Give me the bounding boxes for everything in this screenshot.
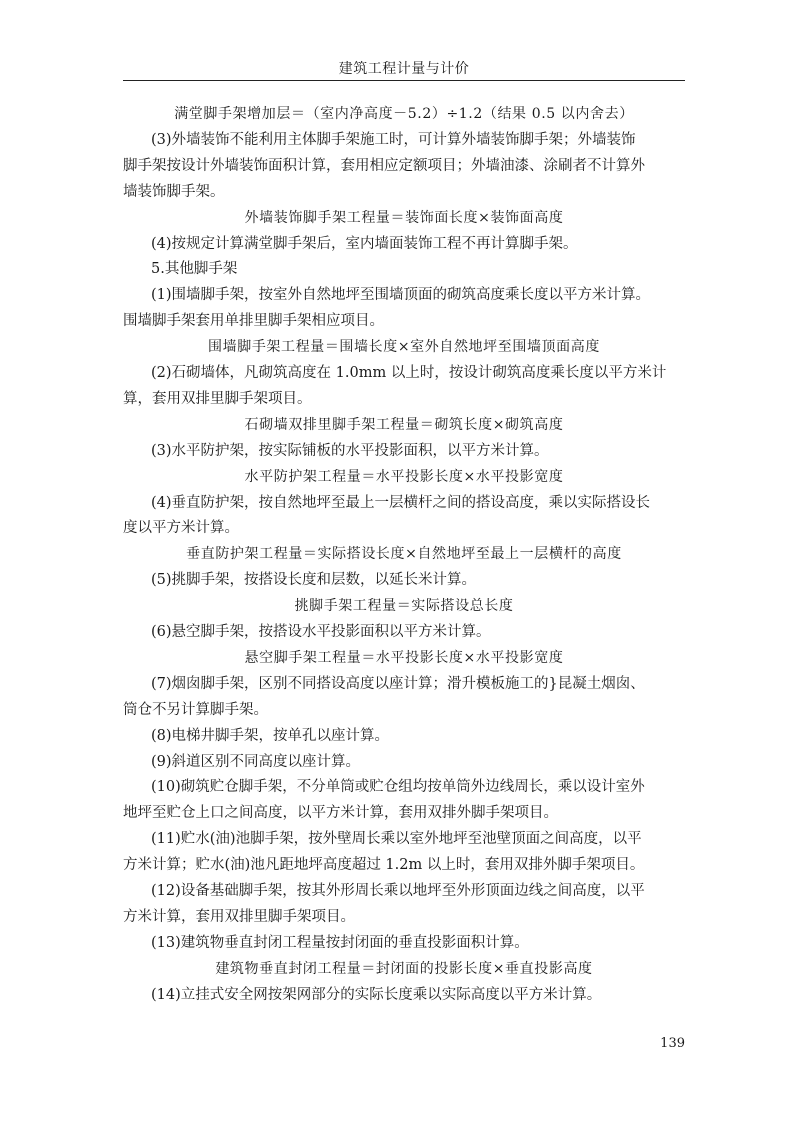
text-line: (7)烟囱脚手架，区别不同搭设高度以座计算；滑升模板施工的}昆凝土烟囱、 bbox=[151, 675, 645, 692]
formula-line: 石砌墙双排里脚手架工程量＝砌筑长度×砌筑高度 bbox=[244, 416, 564, 433]
running-header: 建筑工程计量与计价 bbox=[338, 61, 470, 77]
text-line: (14)立挂式安全网按架网部分的实际长度乘以实际高度以平方米计算。 bbox=[151, 986, 602, 1003]
text-line: (4)垂直防护架，按自然地坪至最上一层横杆之间的搭设高度，乘以实际搭设长 bbox=[151, 494, 651, 511]
formula-line: 悬空脚手架工程量＝水平投影长度×水平投影宽度 bbox=[244, 649, 564, 666]
text-line: (13)建筑物垂直封闭工程量按封闭面的垂直投影面积计算。 bbox=[151, 934, 529, 951]
header-rule bbox=[123, 80, 685, 81]
formula-line: 外墙装饰脚手架工程量＝装饰面长度×装饰面高度 bbox=[244, 209, 564, 226]
text-line: 地坪至贮仓上口之间高度，以平方米计算，套用双排外脚手架项目。 bbox=[123, 805, 558, 822]
text-line: (3)水平防护架，按实际铺板的水平投影面积，以平方米计算。 bbox=[151, 442, 549, 459]
text-line: (5)挑脚手架，按搭设长度和层数，以延长米计算。 bbox=[151, 572, 477, 589]
formula-line: 水平防护架工程量＝水平投影长度×水平投影宽度 bbox=[244, 468, 564, 485]
text-line: (4)按规定计算满堂脚手架后，室内墙面装饰工程不再计算脚手架。 bbox=[151, 235, 578, 252]
text-line: 筒仓不另计算脚手架。 bbox=[123, 701, 268, 718]
page-number: 139 bbox=[660, 1036, 685, 1051]
text-line: 算，套用双排里脚手架项目。 bbox=[123, 390, 312, 407]
text-line: 脚手架按设计外墙装饰面积计算，套用相应定额项目；外墙油漆、涂刷者不计算外 bbox=[123, 157, 645, 174]
formula-line: 垂直防护架工程量＝实际搭设长度×自然地坪至最上一层横杆的高度 bbox=[186, 546, 622, 563]
formula-line: 建筑物垂直封闭工程量＝封闭面的投影长度×垂直投影高度 bbox=[215, 960, 593, 977]
text-line: (3)外墙装饰不能利用主体脚手架施工时，可计算外墙装饰脚手架；外墙装饰 bbox=[151, 131, 636, 148]
text-line: 墙装饰脚手架。 bbox=[123, 183, 225, 200]
text-line: (1)围墙脚手架，按室外自然地坪至围墙顶面的砌筑高度乘长度以平方米计算。 bbox=[151, 287, 651, 304]
formula-line: 满堂脚手架增加层＝（室内净高度－5.2）÷1.2（结果 0.5 以内舍去） bbox=[174, 106, 634, 122]
text-line: (12)设备基础脚手架，按其外形周长乘以地坪至外形顶面边线之间高度，以平 bbox=[151, 883, 645, 899]
text-line: 围墙脚手架套用单排里脚手架相应项目。 bbox=[123, 313, 384, 330]
text-line: (2)石砌墙体，凡砌筑高度在 1.0mm 以上时，按设计砌筑高度乘长度以平方米计 bbox=[151, 365, 667, 381]
text-line: (11)贮水(油)池脚手架，按外壁周长乘以室外地坪至池壁顶面之间高度，以平 bbox=[151, 831, 642, 848]
formula-line: 挑脚手架工程量＝实际搭设总长度 bbox=[294, 598, 514, 615]
text-line: 方米计算；贮水(油)池凡距地坪高度超过 1.2m 以上时，套用双排外脚手架项目。 bbox=[123, 857, 645, 874]
formula-line: 围墙脚手架工程量＝围墙长度×室外自然地坪至围墙顶面高度 bbox=[208, 339, 600, 356]
text-line: 度以平方米计算。 bbox=[123, 520, 239, 537]
text-line: 5.其他脚手架 bbox=[151, 261, 238, 278]
text-line: 方米计算，套用双排里脚手架项目。 bbox=[123, 908, 355, 925]
text-line: (9)斜道区别不同高度以座计算。 bbox=[151, 753, 361, 770]
text-line: (10)砌筑贮仓脚手架，不分单筒或贮仓组均按单筒外边线周长，乘以设计室外 bbox=[151, 779, 645, 796]
text-line: (6)悬空脚手架，按搭设水平投影面积以平方米计算。 bbox=[151, 624, 491, 640]
text-line: (8)电梯井脚手架，按单孔以座计算。 bbox=[151, 727, 390, 744]
